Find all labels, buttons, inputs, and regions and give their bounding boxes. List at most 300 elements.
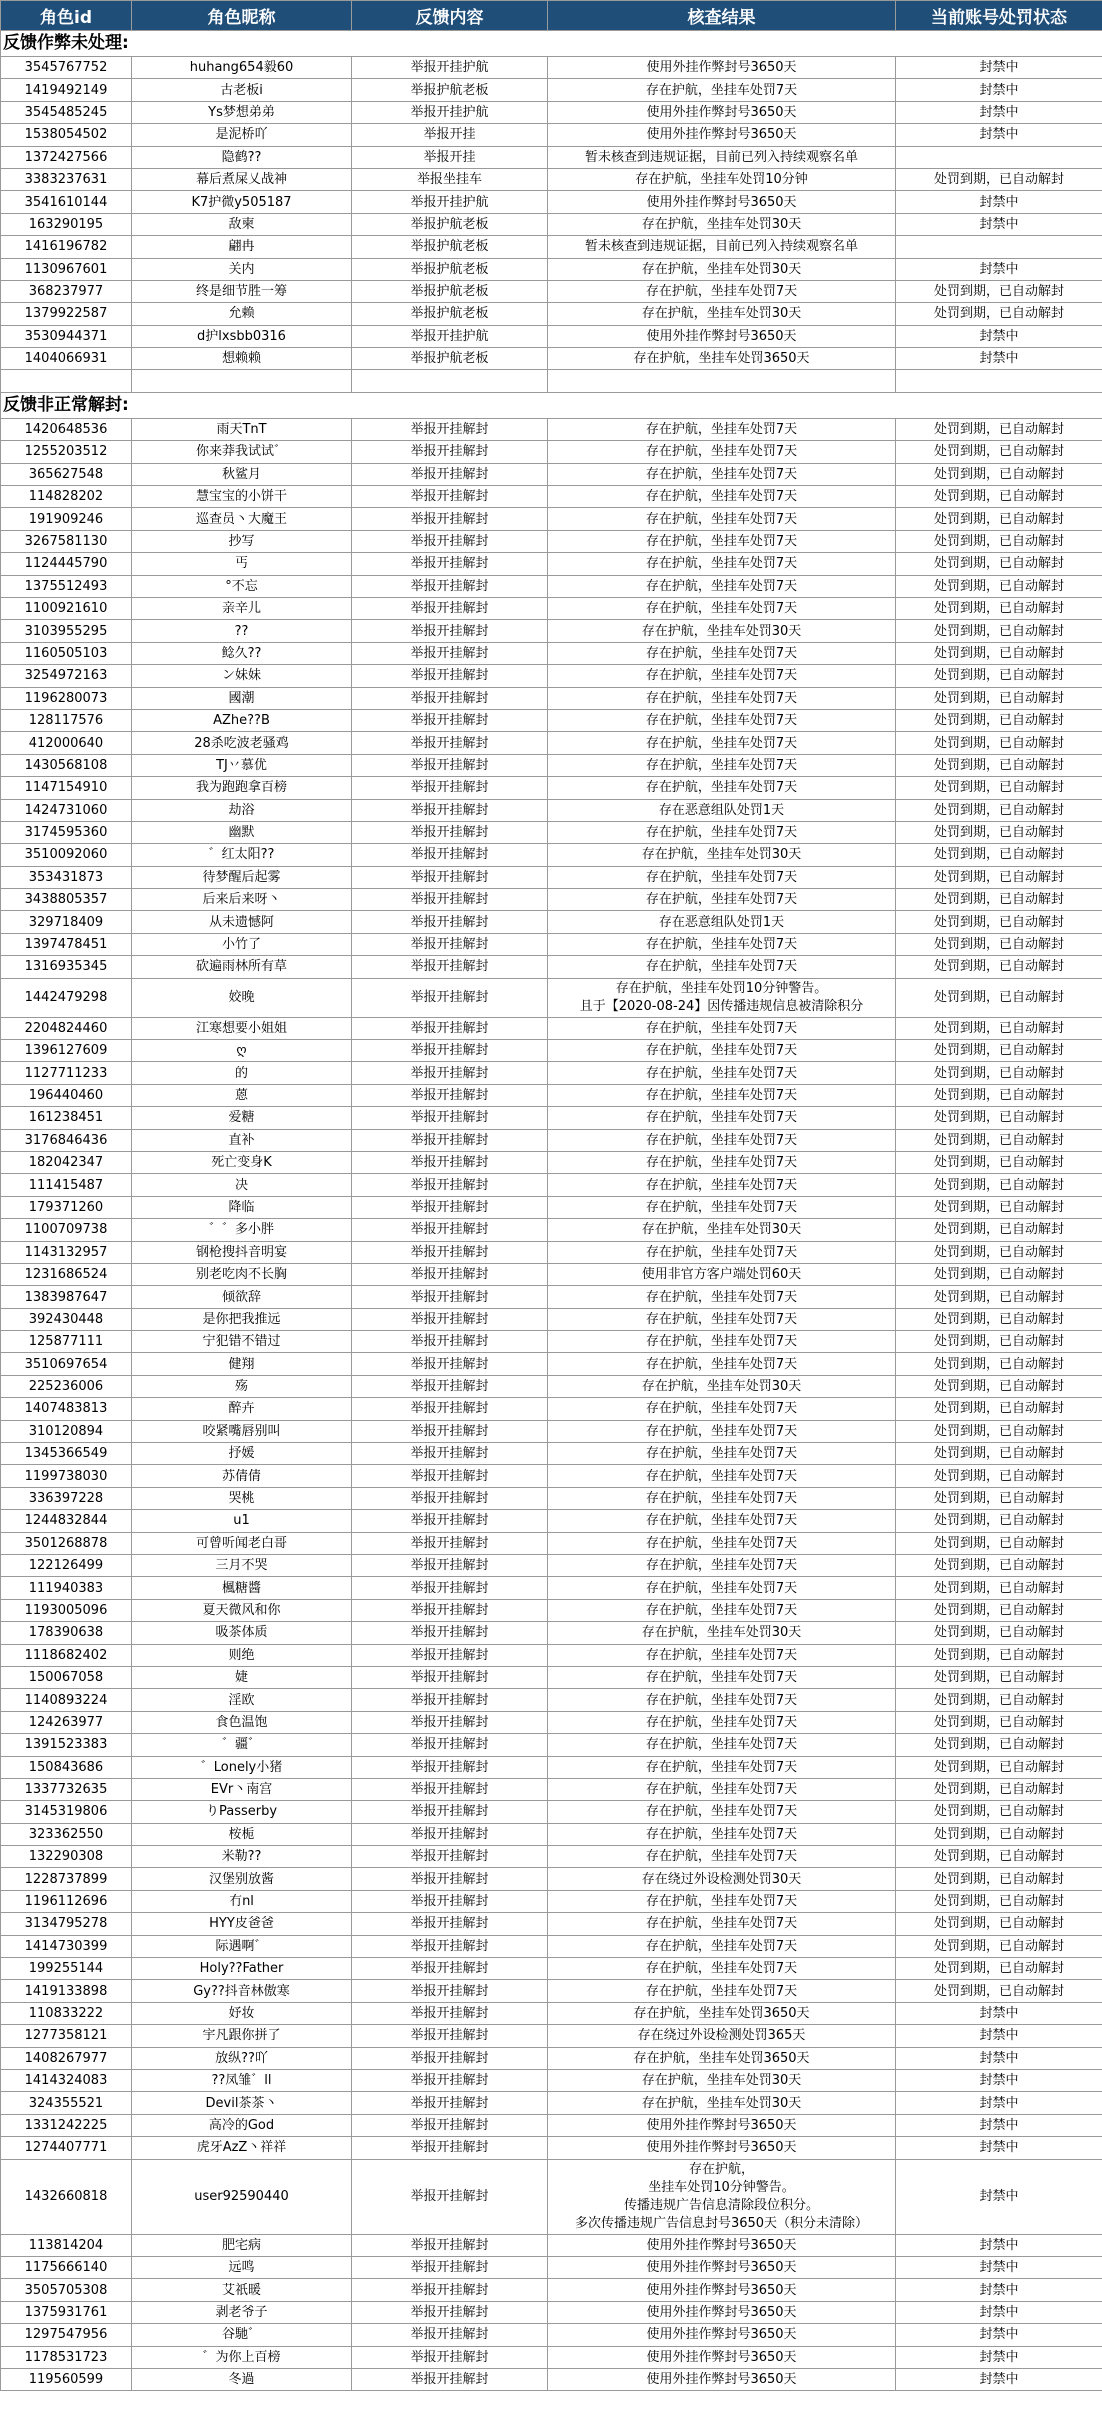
feedback-cell: 举报开挂解封 [352,754,548,776]
result-cell: 存在护航，坐挂车处罚7天 [548,1778,896,1800]
role-id-cell: 323362550 [1,1823,132,1845]
nickname-cell: ゛Lonely小猪 [132,1756,352,1778]
nickname-cell: ゛疆゛ [132,1734,352,1756]
role-id-cell: 3134795278 [1,1913,132,1935]
status-cell: 处罚到期，已自动解封 [896,642,1102,664]
nickname-cell: 米勒?? [132,1846,352,1868]
role-id-cell: 3545485245 [1,101,132,123]
nickname-cell: 翩冉 [132,236,352,258]
result-cell: 存在护航，坐挂车处罚7天 [548,1644,896,1666]
feedback-cell: 举报开挂解封 [352,2346,548,2368]
feedback-cell: 举报开挂解封 [352,1487,548,1509]
feedback-cell: 举报开挂解封 [352,1846,548,1868]
header-row [1,1,1102,31]
table-row [1,597,1102,619]
result-cell: 存在护航，坐挂车处罚30天 [548,213,896,235]
result-cell: 存在护航，坐挂车处罚7天 [548,1980,896,2002]
feedback-cell: 举报开挂解封 [352,665,548,687]
table-row [1,79,1102,101]
feedback-cell: 举报开挂解封 [352,911,548,933]
table-row [1,754,1102,776]
table-row [1,2092,1102,2114]
status-cell: 处罚到期，已自动解封 [896,933,1102,955]
role-id-cell: 1118682402 [1,1644,132,1666]
role-id-cell: 1375931761 [1,2301,132,2323]
section-title-row [1,392,1102,418]
table-row [1,2025,1102,2047]
result-cell: 使用外挂作弊封号3650天 [548,191,896,213]
table-row [1,1555,1102,1577]
role-id-cell: 150843686 [1,1756,132,1778]
nickname-cell: 决 [132,1174,352,1196]
status-cell: 处罚到期，已自动解封 [896,418,1102,440]
nickname-cell: Ys梦想弟弟 [132,101,352,123]
nickname-cell: 虎牙AzZ丶祥祥 [132,2137,352,2159]
result-cell: 存在护航，坐挂车处罚7天 [548,821,896,843]
status-cell: 处罚到期，已自动解封 [896,1241,1102,1263]
table-row [1,1644,1102,1666]
role-id-cell: 225236006 [1,1375,132,1397]
status-cell: 处罚到期，已自动解封 [896,1129,1102,1151]
result-cell: 存在护航，坐挂车处罚30天 [548,2092,896,2114]
feedback-cell: 举报开挂解封 [352,1196,548,1218]
table-row [1,530,1102,552]
feedback-cell: 举报坐挂车 [352,168,548,190]
result-cell: 存在绕过外设检测处罚30天 [548,1868,896,1890]
status-cell: 封禁中 [896,191,1102,213]
nickname-cell: 远鸣 [132,2256,352,2278]
table-row [1,1241,1102,1263]
feedback-cell: 举报开挂解封 [352,1263,548,1285]
result-cell: 使用外挂作弊封号3650天 [548,2279,896,2301]
nickname-cell: °不忘 [132,575,352,597]
result-cell: 存在护航，坐挂车处罚7天 [548,642,896,664]
feedback-cell: 举报开挂解封 [352,508,548,530]
role-id-cell: 1147154910 [1,777,132,799]
feedback-cell: 举报开挂解封 [352,1958,548,1980]
status-cell: 处罚到期，已自动解封 [896,620,1102,642]
role-id-cell: 196440460 [1,1084,132,1106]
role-id-cell: 1442479298 [1,978,132,1017]
result-cell: 存在护航，坐挂车处罚7天 [548,866,896,888]
role-id-cell: 124263977 [1,1711,132,1733]
feedback-cell: 举报开挂解封 [352,2368,548,2390]
status-cell: 封禁中 [896,325,1102,347]
nickname-cell: 允赖 [132,303,352,325]
status-cell: 处罚到期，已自动解封 [896,303,1102,325]
table-row [1,2279,1102,2301]
nickname-cell: 慧宝宝的小饼干 [132,486,352,508]
role-id-cell: 392430448 [1,1308,132,1330]
role-id-cell: 3174595360 [1,821,132,843]
status-cell: 处罚到期，已自动解封 [896,1756,1102,1778]
status-cell: 封禁中 [896,101,1102,123]
role-id-cell: 1538054502 [1,124,132,146]
table-row [1,2137,1102,2159]
table-row [1,168,1102,190]
nickname-cell: 抄写 [132,530,352,552]
status-cell: 处罚到期，已自动解封 [896,508,1102,530]
nickname-cell: 宇凡跟你拼了 [132,2025,352,2047]
role-id-cell: 1196112696 [1,1890,132,1912]
role-id-cell: 1140893224 [1,1689,132,1711]
role-id-cell: 1160505103 [1,642,132,664]
feedback-cell: 举报开挂解封 [352,1241,548,1263]
table-row [1,553,1102,575]
nickname-cell: 鲶久?? [132,642,352,664]
status-cell: 封禁中 [896,2324,1102,2346]
table-row [1,1465,1102,1487]
result-cell: 使用外挂作弊封号3650天 [548,325,896,347]
nickname-cell: 殇 [132,1375,352,1397]
header-role-id: 角色id [1,1,132,31]
nickname-cell: 妤妆 [132,2002,352,2024]
status-cell: 处罚到期，已自动解封 [896,1890,1102,1912]
result-cell: 存在护航，坐挂车处罚7天 [548,1823,896,1845]
table-row [1,1778,1102,1800]
status-cell: 处罚到期，已自动解封 [896,1353,1102,1375]
role-id-cell: 1228737899 [1,1868,132,1890]
nickname-cell: ღ [132,1040,352,1062]
feedback-cell: 举报开挂解封 [352,1599,548,1621]
result-cell: 暂未核查到违规证据，目前已列入持续观察名单 [548,146,896,168]
result-cell: 存在护航，坐挂车处罚7天 [548,709,896,731]
table-row [1,236,1102,258]
table-row [1,1532,1102,1554]
role-id-cell: 1255203512 [1,441,132,463]
result-cell: 存在护航，坐挂车处罚7天 [548,1756,896,1778]
status-cell: 处罚到期，已自动解封 [896,1868,1102,1890]
role-id-cell: 324355521 [1,2092,132,2114]
table-row [1,2114,1102,2136]
role-id-cell: 1375512493 [1,575,132,597]
role-id-cell: 1372427566 [1,146,132,168]
result-cell: 存在护航，坐挂车处罚7天 [548,1913,896,1935]
status-cell: 处罚到期，已自动解封 [896,978,1102,1017]
table-row [1,1890,1102,1912]
role-id-cell: 163290195 [1,213,132,235]
status-cell: 处罚到期，已自动解封 [896,1599,1102,1621]
table-row [1,2069,1102,2091]
role-id-cell: 1100921610 [1,597,132,619]
nickname-cell: 亲辛儿 [132,597,352,619]
role-id-cell: 1178531723 [1,2346,132,2368]
nickname-cell: 是泥桥吖 [132,124,352,146]
result-cell: 存在护航，坐挂车处罚7天 [548,597,896,619]
result-cell: 存在护航，坐挂车处罚7天 [548,1420,896,1442]
table-row [1,124,1102,146]
feedback-cell: 举报开挂解封 [352,597,548,619]
nickname-cell: 丐 [132,553,352,575]
feedback-cell: 举报开挂解封 [352,889,548,911]
status-cell: 处罚到期，已自动解封 [896,911,1102,933]
status-cell: 处罚到期，已自动解封 [896,1577,1102,1599]
role-id-cell: 412000640 [1,732,132,754]
result-cell: 存在护航，坐挂车处罚7天 [548,553,896,575]
feedback-cell: 举报开挂 [352,124,548,146]
role-id-cell: 1175666140 [1,2256,132,2278]
table-row [1,2346,1102,2368]
status-cell: 处罚到期，已自动解封 [896,821,1102,843]
status-cell: 处罚到期，已自动解封 [896,1084,1102,1106]
table-row [1,911,1102,933]
role-id-cell: 1391523383 [1,1734,132,1756]
status-cell: 处罚到期，已自动解封 [896,1151,1102,1173]
nickname-cell: 我为跑跑拿百榜 [132,777,352,799]
result-cell: 存在护航，坐挂车处罚7天 [548,418,896,440]
feedback-cell: 举报开挂解封 [352,2025,548,2047]
table-row [1,620,1102,642]
feedback-cell: 举报开挂解封 [352,486,548,508]
result-cell: 使用非官方客户端处罚60天 [548,1263,896,1285]
result-cell: 存在护航，坐挂车处罚7天 [548,1734,896,1756]
role-id-cell: 1331242225 [1,2114,132,2136]
nickname-cell: りPasserby [132,1801,352,1823]
feedback-cell: 举报护航老板 [352,348,548,370]
table-row [1,1196,1102,1218]
role-id-cell: 128117576 [1,709,132,731]
role-id-cell: 1193005096 [1,1599,132,1621]
nickname-cell: 别老吃肉不长胸 [132,1263,352,1285]
feedback-cell: 举报护航老板 [352,280,548,302]
result-cell: 使用外挂作弊封号3650天 [548,2256,896,2278]
role-id-cell: 1379922587 [1,303,132,325]
feedback-cell: 举报开挂解封 [352,2092,548,2114]
table-row [1,2234,1102,2256]
feedback-cell: 举报开挂解封 [352,1151,548,1173]
nickname-cell: 终是细节胜一筹 [132,280,352,302]
status-cell: 处罚到期，已自动解封 [896,486,1102,508]
table-row [1,1577,1102,1599]
role-id-cell: 199255144 [1,1958,132,1980]
feedback-cell: 举报开挂解封 [352,1331,548,1353]
table-row [1,1129,1102,1151]
role-id-cell: 365627548 [1,463,132,485]
feedback-cell: 举报开挂解封 [352,1913,548,1935]
role-id-cell: 1199738030 [1,1465,132,1487]
role-id-cell: 1244832844 [1,1510,132,1532]
nickname-cell: 巡查员丶大魔王 [132,508,352,530]
status-cell: 处罚到期，已自动解封 [896,1443,1102,1465]
nickname-cell: 际遇啊゛ [132,1935,352,1957]
role-id-cell: 329718409 [1,911,132,933]
role-id-cell: 1316935345 [1,956,132,978]
nickname-cell: 高冷的God [132,2114,352,2136]
feedback-cell: 举报开挂 [352,146,548,168]
nickname-cell: ン妹妹 [132,665,352,687]
header-status: 当前账号处罚状态 [896,1,1102,31]
feedback-cell: 举报开挂解封 [352,2234,548,2256]
feedback-cell: 举报开挂解封 [352,418,548,440]
status-cell: 处罚到期，已自动解封 [896,665,1102,687]
status-cell: 封禁中 [896,348,1102,370]
status-cell: 封禁中 [896,2256,1102,2278]
role-id-cell: 336397228 [1,1487,132,1509]
status-cell: 处罚到期，已自动解封 [896,1913,1102,1935]
role-id-cell: 182042347 [1,1151,132,1173]
role-id-cell: 1127711233 [1,1062,132,1084]
feedback-cell: 举报开挂解封 [352,1890,548,1912]
table-row [1,1151,1102,1173]
result-cell: 存在护航，坐挂车处罚30天 [548,258,896,280]
nickname-cell: 敌柬 [132,213,352,235]
nickname-cell: 是你把我推远 [132,1308,352,1330]
feedback-cell: 举报开挂解封 [352,1823,548,1845]
feedback-cell: 举报开挂解封 [352,1711,548,1733]
nickname-cell: 吸茶体质 [132,1622,352,1644]
nickname-cell: 桉栀 [132,1823,352,1845]
result-cell: 存在护航，坐挂车处罚7天 [548,575,896,597]
result-cell: 存在护航，坐挂车处罚7天 [548,1353,896,1375]
result-cell: 存在恶意组队处罚1天 [548,911,896,933]
feedback-cell: 举报开挂解封 [352,2002,548,2024]
result-cell: 存在护航，坐挂车处罚30天 [548,844,896,866]
nickname-cell: 劫浴 [132,799,352,821]
result-cell: 使用外挂作弊封号3650天 [548,2368,896,2390]
result-cell: 存在护航，坐挂车处罚7天 [548,1040,896,1062]
result-cell: 存在护航，坐挂车处罚7天 [548,280,896,302]
role-id-cell: 1419492149 [1,79,132,101]
table-row [1,1353,1102,1375]
role-id-cell: 125877111 [1,1331,132,1353]
result-cell: 存在护航，坐挂车处罚3650天 [548,2002,896,2024]
table-row [1,1286,1102,1308]
status-cell: 封禁中 [896,124,1102,146]
feedback-cell: 举报开挂解封 [352,978,548,1017]
table-row [1,709,1102,731]
empty-cell [352,370,548,392]
feedback-cell: 举报开挂解封 [352,709,548,731]
status-cell: 封禁中 [896,2025,1102,2047]
table-body [1,31,1102,2391]
role-id-cell: 178390638 [1,1622,132,1644]
status-cell: 封禁中 [896,2047,1102,2069]
feedback-cell: 举报开挂解封 [352,2137,548,2159]
table-row [1,2301,1102,2323]
table-row [1,1756,1102,1778]
result-cell: 存在护航，坐挂车处罚7天 [548,463,896,485]
role-id-cell: 1130967601 [1,258,132,280]
table-row [1,146,1102,168]
status-cell: 处罚到期，已自动解封 [896,1666,1102,1688]
table-row [1,1846,1102,1868]
nickname-cell: 婕 [132,1666,352,1688]
table-row [1,777,1102,799]
feedback-cell: 举报开挂护航 [352,191,548,213]
table-row [1,1219,1102,1241]
status-cell: 处罚到期，已自动解封 [896,1711,1102,1733]
feedback-cell: 举报开挂解封 [352,575,548,597]
status-cell: 处罚到期，已自动解封 [896,732,1102,754]
nickname-cell: 的 [132,1062,352,1084]
result-cell: 存在护航，坐挂车处罚7天 [548,889,896,911]
nickname-cell: 关内 [132,258,352,280]
nickname-cell: 咬紧嘴唇别叫 [132,1420,352,1442]
status-cell: 处罚到期，已自动解封 [896,1555,1102,1577]
role-id-cell: 1231686524 [1,1263,132,1285]
role-id-cell: 161238451 [1,1107,132,1129]
table-row [1,575,1102,597]
status-cell: 处罚到期，已自动解封 [896,575,1102,597]
role-id-cell: 1420648536 [1,418,132,440]
nickname-cell: 28杀吃波老骚鸡 [132,732,352,754]
table-row [1,2002,1102,2024]
status-cell: 处罚到期，已自动解封 [896,1107,1102,1129]
feedback-cell: 举报开挂解封 [352,1778,548,1800]
role-id-cell: 191909246 [1,508,132,530]
result-cell: 存在护航，坐挂车处罚7天 [548,1487,896,1509]
status-cell: 处罚到期，已自动解封 [896,463,1102,485]
nickname-cell: 宁犯错不错过 [132,1331,352,1353]
table-row [1,1107,1102,1129]
result-cell: 存在护航，坐挂车处罚7天 [548,777,896,799]
status-cell: 处罚到期，已自动解封 [896,1465,1102,1487]
table-row [1,1666,1102,1688]
role-id-cell: 3438805357 [1,889,132,911]
nickname-cell: u1 [132,1510,352,1532]
result-cell: 存在护航，坐挂车处罚7天 [548,1555,896,1577]
table-row [1,348,1102,370]
status-cell: 处罚到期，已自动解封 [896,1331,1102,1353]
nickname-cell: 冇nl [132,1890,352,1912]
empty-cell [132,370,352,392]
nickname-cell: 剥老爷子 [132,2301,352,2323]
result-cell: 存在护航，坐挂车处罚7天 [548,1331,896,1353]
nickname-cell: 则绝 [132,1644,352,1666]
table-row [1,665,1102,687]
feedback-cell: 举报开挂护航 [352,325,548,347]
role-id-cell: 1274407771 [1,2137,132,2159]
table-row [1,2047,1102,2069]
feedback-cell: 举报开挂解封 [352,1622,548,1644]
feedback-cell: 举报开挂解封 [352,2279,548,2301]
table-row [1,1375,1102,1397]
feedback-cell: 举报护航老板 [352,258,548,280]
table-row [1,1689,1102,1711]
nickname-cell: 蒽 [132,1084,352,1106]
nickname-cell: 江寒想要小姐姐 [132,1017,352,1039]
result-cell: 存在护航，坐挂车处罚30天 [548,1375,896,1397]
feedback-cell: 举报开挂解封 [352,530,548,552]
role-id-cell: 3541610144 [1,191,132,213]
feedback-cell: 举报开挂解封 [352,1062,548,1084]
feedback-cell: 举报开挂护航 [352,101,548,123]
feedback-cell: 举报开挂解封 [352,956,548,978]
table-row [1,1734,1102,1756]
status-cell: 处罚到期，已自动解封 [896,1420,1102,1442]
nickname-cell: 苏倩倩 [132,1465,352,1487]
result-cell: 存在护航，坐挂车处罚7天 [548,1308,896,1330]
nickname-cell: ??凤雏゛ll [132,2069,352,2091]
feedback-cell: 举报开挂解封 [352,1980,548,2002]
result-cell: 使用外挂作弊封号3650天 [548,2137,896,2159]
status-cell: 处罚到期，已自动解封 [896,1644,1102,1666]
status-cell: 封禁中 [896,79,1102,101]
feedback-cell: 举报开挂解封 [352,1868,548,1890]
status-cell: 处罚到期，已自动解封 [896,1040,1102,1062]
table-row [1,956,1102,978]
role-id-cell: 3505705308 [1,2279,132,2301]
result-cell: 存在护航，坐挂车处罚7天 [548,1935,896,1957]
result-cell: 存在护航，坐挂车处罚30天 [548,2069,896,2091]
feedback-cell: 举报护航老板 [352,236,548,258]
feedback-cell: 举报开挂解封 [352,620,548,642]
nickname-cell: 小竹了 [132,933,352,955]
feedback-cell: 举报开挂解封 [352,1353,548,1375]
role-id-cell: 1432660818 [1,2159,132,2234]
role-id-cell: 1414730399 [1,1935,132,1957]
status-cell: 处罚到期，已自动解封 [896,709,1102,731]
